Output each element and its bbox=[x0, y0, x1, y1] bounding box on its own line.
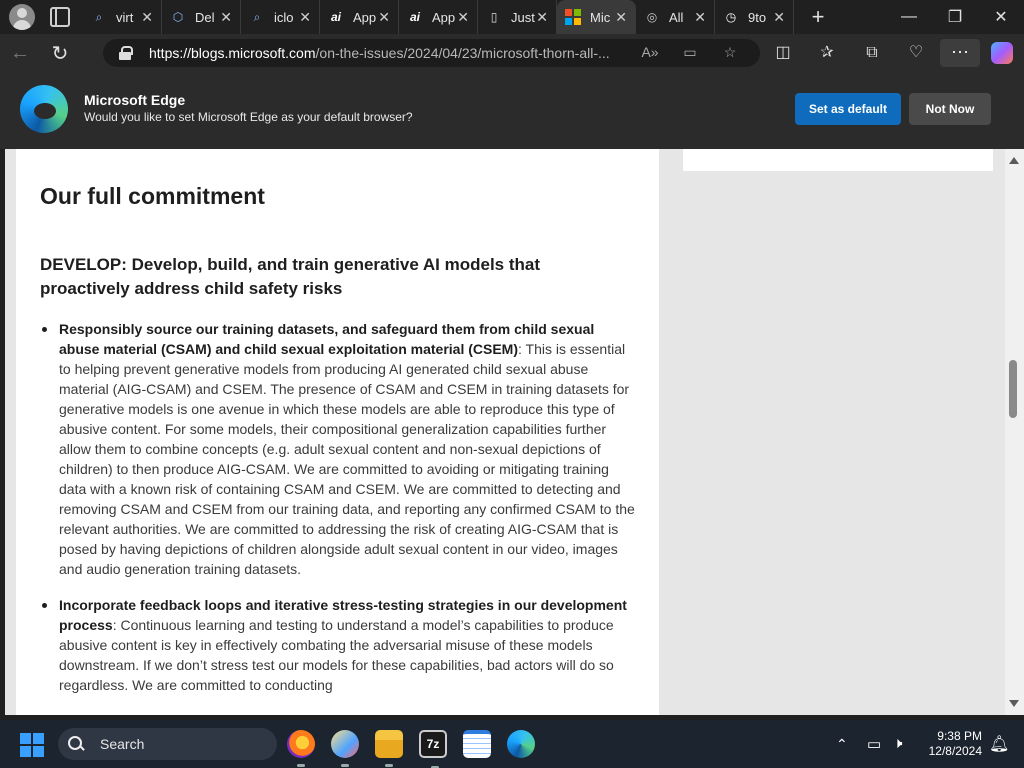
start-button[interactable] bbox=[20, 733, 44, 757]
tab-actions-icon[interactable] bbox=[50, 7, 70, 27]
close-tab-icon[interactable]: ✕ bbox=[536, 9, 548, 25]
page-scrollbar[interactable] bbox=[1005, 149, 1024, 715]
search-icon bbox=[68, 736, 84, 752]
windows-taskbar bbox=[0, 720, 1024, 768]
tab-strip bbox=[0, 0, 1024, 34]
scroll-up-arrow-icon[interactable] bbox=[1009, 157, 1019, 164]
commitment-list bbox=[40, 319, 635, 711]
tab-label: 9to bbox=[748, 9, 767, 25]
close-window-button[interactable]: ✕ bbox=[994, 9, 1008, 26]
tab-app-1[interactable] bbox=[320, 0, 399, 34]
list-item-title: Responsibly source our training datasets, and safeguard them from child sexual abuse material (CSAM) and child sexual exploitation material (CSEM) bbox=[59, 321, 595, 357]
refresh-button[interactable]: ↻ bbox=[51, 42, 69, 65]
close-tab-icon[interactable]: ✕ bbox=[773, 9, 785, 25]
read-aloud-icon[interactable]: A» bbox=[641, 44, 659, 60]
edge-logo-icon bbox=[20, 85, 68, 133]
paint-icon[interactable] bbox=[331, 730, 359, 758]
minimize-button[interactable]: — bbox=[901, 8, 917, 25]
default-browser-infobar bbox=[0, 72, 1024, 149]
url-host: https://blogs.microsoft.com bbox=[149, 45, 316, 61]
close-tab-icon[interactable]: ✕ bbox=[378, 9, 390, 25]
edge-icon[interactable] bbox=[507, 730, 535, 758]
scroll-down-arrow-icon[interactable] bbox=[1009, 700, 1019, 707]
copilot-icon[interactable] bbox=[991, 42, 1013, 64]
close-tab-icon[interactable]: ✕ bbox=[141, 9, 153, 25]
article-body bbox=[16, 149, 659, 715]
section-subheading: DEVELOP: Develop, build, and train generative AI models that proactively address child safety risks bbox=[40, 255, 541, 298]
close-tab-icon[interactable]: ✕ bbox=[457, 9, 469, 25]
notification-bell-icon[interactable]: 🔔︎ bbox=[989, 736, 1010, 753]
restore-button[interactable]: ❐ bbox=[947, 9, 963, 26]
file-explorer-icon[interactable] bbox=[375, 730, 403, 758]
clock-icon: ◷ bbox=[725, 10, 737, 24]
scrollbar-thumb[interactable] bbox=[1009, 360, 1017, 418]
list-item-title: Incorporate feedback loops and iterative stress-testing strategies in our development process bbox=[59, 597, 627, 633]
profile-avatar-icon[interactable] bbox=[9, 4, 35, 30]
7zip-icon[interactable]: 7z bbox=[419, 730, 447, 758]
taskbar-search[interactable] bbox=[58, 728, 277, 760]
tab-list bbox=[83, 0, 794, 34]
set-as-default-button[interactable]: Set as default bbox=[795, 93, 901, 125]
tab-app-2[interactable] bbox=[399, 0, 478, 34]
clock-date: 12/8/2024 bbox=[928, 744, 982, 758]
tab-all[interactable] bbox=[636, 0, 715, 34]
search-icon: ⌕ bbox=[253, 9, 261, 24]
clock-time: 9:38 PM bbox=[937, 729, 982, 743]
search-icon: ⌕ bbox=[95, 9, 103, 24]
favorites-icon[interactable]: ✰ bbox=[820, 44, 834, 61]
infobar-message: Would you like to set Microsoft Edge as your default browser? bbox=[84, 110, 413, 124]
close-tab-icon[interactable]: ✕ bbox=[615, 9, 627, 25]
not-now-button[interactable]: Not Now bbox=[909, 93, 991, 125]
network-icon[interactable]: ▭ bbox=[867, 736, 882, 753]
list-item bbox=[40, 595, 635, 695]
close-tab-icon[interactable]: ✕ bbox=[220, 9, 232, 25]
browser-toolbar bbox=[0, 34, 1024, 72]
firefox-icon[interactable] bbox=[287, 730, 315, 758]
split-screen-icon[interactable]: ◫ bbox=[775, 44, 791, 61]
search-label: Search bbox=[100, 736, 145, 752]
infobar-title: Microsoft Edge bbox=[84, 92, 186, 108]
tab-label: Just bbox=[511, 9, 535, 25]
tab-9to[interactable] bbox=[715, 0, 794, 34]
github-icon: ◎ bbox=[646, 10, 658, 24]
ai-icon: ai bbox=[330, 10, 341, 24]
hexagon-icon: ⬡ bbox=[172, 10, 184, 24]
browser-essentials-icon[interactable]: ♡ bbox=[908, 44, 924, 61]
new-tab-button[interactable]: + bbox=[811, 4, 825, 29]
address-bar[interactable] bbox=[103, 39, 760, 67]
sidebar-card bbox=[683, 149, 993, 171]
tab-label: App bbox=[353, 9, 377, 25]
back-button[interactable]: ← bbox=[10, 41, 30, 64]
list-item-text: : This is essential to helping prevent generative models from producing AI generated child sexual abuse material (AIG-CSAM) and CSEM. The presence of CSAM and CSEM in training datasets for generative models is one avenue in which these models are able to reproduce this type of abusive content. For some models, their compositional generalization capabilities further allow them to combine concepts (e.g. adult sexual content and non-sexual depictions of children) to then produce AIG-CSAM. We are committed to avoiding or mitigating training data with a known risk of containing CSAM and CSEM. We are committed to detecting and removing CSAM and CSEM from our training data, and reporting any confirmed CSAM to the relevant authorities. We are committed to addressing the risk of creating AIG-CSAM that is posed by having depictions of children alongside adult sexual content in our video, images and audio generation training datasets. bbox=[59, 341, 635, 577]
tab-iclo[interactable] bbox=[241, 0, 320, 34]
collections-icon[interactable]: ⧉ bbox=[866, 44, 878, 61]
microsoft-logo-icon bbox=[565, 9, 581, 25]
tab-just[interactable] bbox=[478, 0, 557, 34]
ai-icon: ai bbox=[409, 10, 420, 24]
document-icon: ▯ bbox=[490, 10, 498, 24]
window-controls bbox=[886, 0, 1024, 34]
web-page bbox=[5, 149, 1005, 715]
volume-muted-icon[interactable]: 🕨 bbox=[893, 735, 903, 752]
favorite-star-icon[interactable]: ☆ bbox=[723, 44, 737, 60]
immersive-reader-icon[interactable]: ▭ bbox=[683, 44, 697, 60]
tab-label: Mic bbox=[590, 9, 611, 25]
taskbar-clock[interactable] bbox=[920, 729, 982, 759]
settings-more-button[interactable]: ··· bbox=[940, 39, 980, 67]
notepad-icon[interactable] bbox=[463, 730, 491, 758]
list-item bbox=[40, 319, 635, 579]
tab-del[interactable] bbox=[162, 0, 241, 34]
tab-virt[interactable] bbox=[83, 0, 162, 34]
lock-icon[interactable] bbox=[119, 46, 131, 60]
url-path: /on-the-issues/2024/04/23/microsoft-thorn-all-... bbox=[315, 45, 610, 61]
tab-mic[interactable] bbox=[557, 0, 636, 34]
close-tab-icon[interactable]: ✕ bbox=[694, 9, 706, 25]
tab-label: iclo bbox=[274, 9, 294, 25]
tab-label: App bbox=[432, 9, 456, 25]
tab-label: All bbox=[669, 9, 684, 25]
url-text[interactable] bbox=[149, 45, 629, 61]
section-heading: Our full commitment bbox=[40, 183, 265, 209]
close-tab-icon[interactable]: ✕ bbox=[299, 9, 311, 25]
tab-label: virt bbox=[116, 9, 134, 25]
show-hidden-icons-chevron-icon[interactable]: ⌃ bbox=[836, 736, 848, 752]
list-item-text: : Continuous learning and testing to understand a model’s capabilities to produce abusive content is key in effectively combating the adversarial misuse of these models downstream. If we don’t stress test our models for these capabilities, bad actors will do so regardless. We are committed to conducting bbox=[59, 617, 614, 693]
tab-label: Del bbox=[195, 9, 215, 25]
